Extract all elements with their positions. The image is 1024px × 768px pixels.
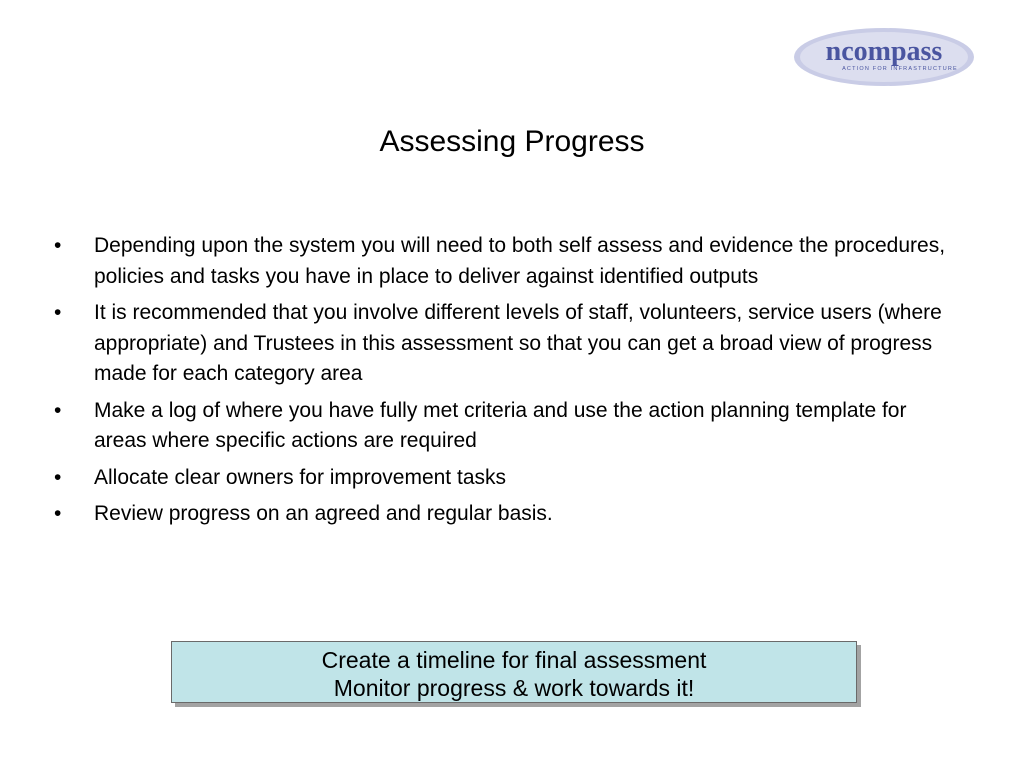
bullet-item xyxy=(54,298,954,390)
bullet-text: It is recommended that you involve different levels of staff, volunteers, service users (where appropriate) and Trustees in this assessment so that you can get a broad view of progress made for each category area xyxy=(94,301,942,385)
bullet-list xyxy=(54,231,954,536)
bullet-marker: • xyxy=(54,502,62,525)
bullet-text: Allocate clear owners for improvement tasks xyxy=(94,465,506,489)
callout-box xyxy=(171,641,857,703)
slide-title: Assessing Progress xyxy=(379,125,645,158)
bullet-text: Depending upon the system you will need to both self assess and evidence the procedures, policies and tasks you have in place to deliver against identified outputs xyxy=(94,234,946,288)
ncompass-logo xyxy=(792,26,976,88)
bullet-text: Review progress on an agreed and regular basis. xyxy=(94,502,553,525)
bullet-item xyxy=(54,463,954,494)
bullet-item xyxy=(54,231,954,292)
ncompass-logo-graphic xyxy=(792,26,976,88)
bullet-item xyxy=(54,499,954,530)
logo-tagline: ACTION FOR INFRASTRUCTURE xyxy=(842,66,958,72)
callout-line-1: Create a timeline for final assessment xyxy=(321,647,707,673)
bullet-item xyxy=(54,396,954,457)
bullet-marker: • xyxy=(54,301,62,324)
bullet-marker: • xyxy=(54,234,62,257)
bullet-marker: • xyxy=(54,465,62,489)
callout-line-2: Monitor progress & work towards it! xyxy=(333,675,695,701)
bullet-text: Make a log of where you have fully met criteria and use the action planning template for areas where specific actions are required xyxy=(94,398,907,452)
bullet-marker: • xyxy=(54,398,62,422)
logo-wordmark: ncompass xyxy=(825,36,943,67)
